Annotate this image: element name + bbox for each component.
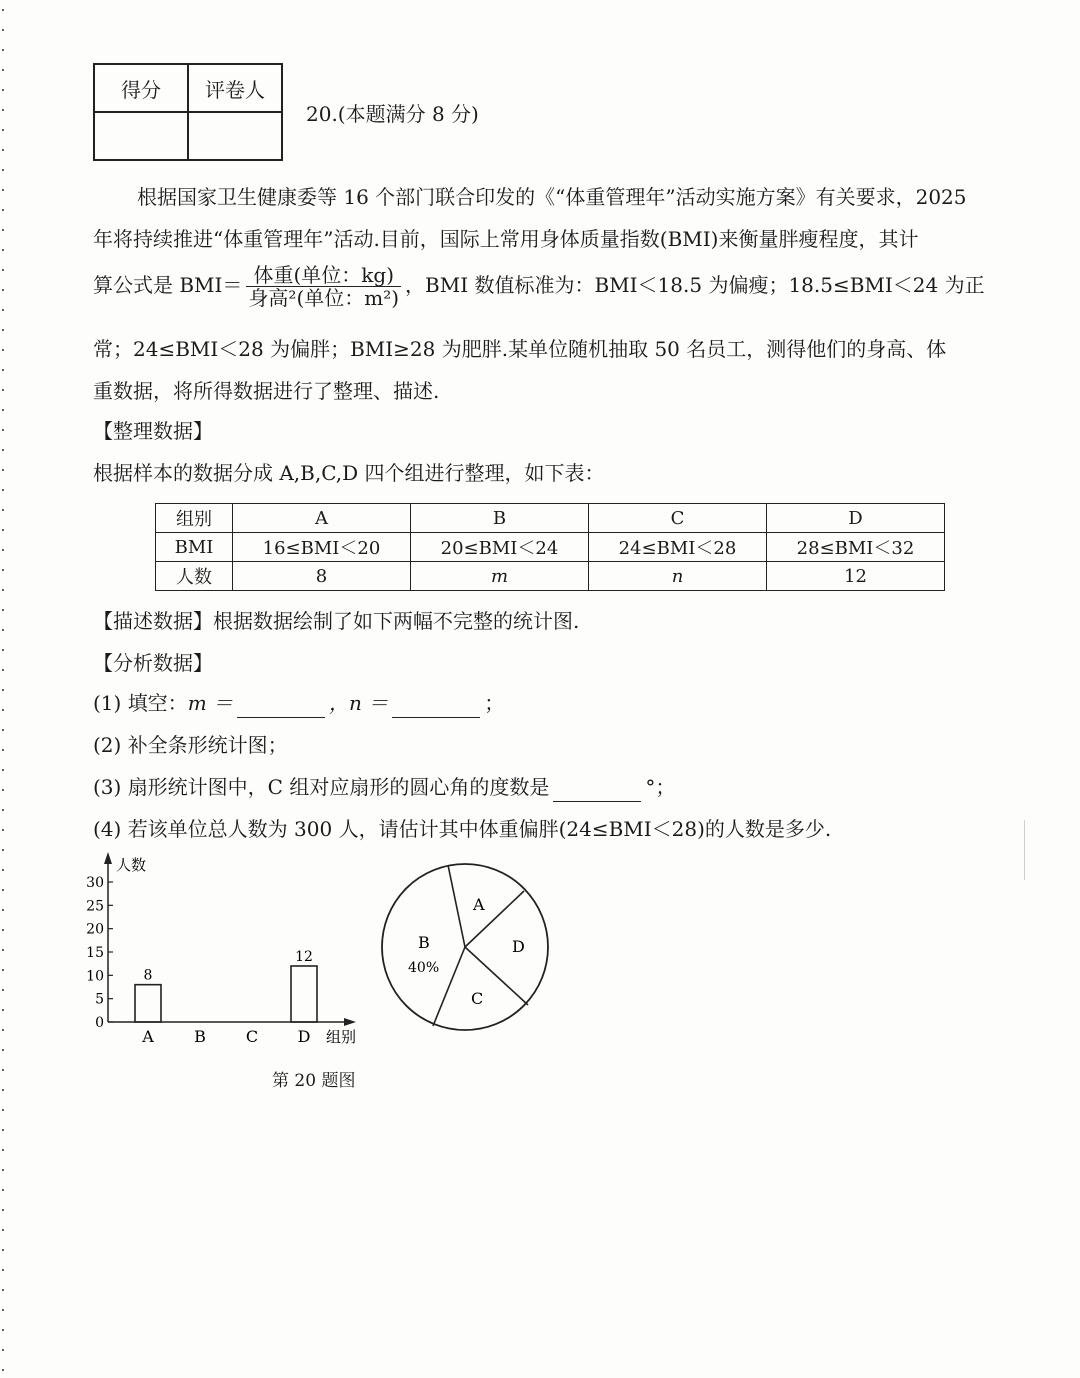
bar: [291, 966, 317, 1022]
row-label: BMI: [156, 533, 233, 562]
q3-suffix: °；: [645, 775, 676, 799]
score-box: [93, 63, 283, 161]
organize-desc: 根据样本的数据分成 A,B,C,D 四个组进行整理，如下表：: [93, 461, 605, 485]
x-ticks: [141, 1027, 310, 1046]
y-axis-arrow: [104, 852, 112, 864]
pie-label-d: D: [512, 937, 525, 956]
binding-edge-dots: [0, 0, 6, 1378]
intro-line-5: 重数据，将所得数据进行了整理、描述.: [93, 379, 440, 403]
table-cell: 28≤BMI＜32: [767, 533, 945, 562]
formula-line: [93, 264, 1013, 309]
bars: [135, 949, 317, 1022]
bar-data-label: 12: [295, 949, 313, 965]
q3-line: [93, 772, 1013, 802]
table-cell: A: [233, 504, 411, 533]
q2-line: (2) 补全条形统计图；: [93, 733, 288, 757]
q1-end: ；: [484, 691, 505, 715]
pie-label-c: C: [471, 989, 484, 1008]
table-row: [156, 533, 945, 562]
q3-prefix: (3) 扇形统计图中，C 组对应扇形的圆心角的度数是: [93, 775, 550, 799]
describe-line: [93, 606, 1013, 636]
bar-axes: [104, 852, 356, 1046]
score-header: 得分: [94, 64, 188, 112]
pie-label-b: B: [418, 933, 430, 952]
y-axis-label: 人数: [116, 856, 147, 874]
bar-data-label: 8: [143, 967, 153, 984]
describe-desc: 根据数据绘制了如下两幅不完整的统计图.: [213, 609, 580, 633]
formula-suffix: ，BMI 数值标准为：BMI＜18.5 为偏瘦；18.5≤BMI＜24 为正: [405, 273, 985, 297]
intro-line-4: 常；24≤BMI＜28 为偏胖；BMI≥28 为肥胖.某单位随机抽取 50 名员工，测得他们的身高、体: [93, 337, 947, 361]
m-answer-blank[interactable]: [237, 695, 325, 718]
table-cell: 16≤BMI＜20: [233, 533, 411, 562]
pie-divider: [448, 865, 465, 947]
y-tick-label: 5: [95, 991, 104, 1008]
question-heading: 20.(本题满分 8 分): [306, 102, 479, 126]
table-cell: 8: [233, 562, 411, 591]
grader-header: 评卷人: [188, 64, 282, 112]
fraction-denominator: 身高²(单位：m²): [248, 286, 400, 310]
y-tick-label: 15: [86, 945, 104, 961]
y-tick-label: 0: [95, 1015, 104, 1031]
y-tick-label: 30: [86, 875, 104, 891]
table-cell: D: [767, 504, 945, 533]
margin-mark: [1024, 820, 1025, 880]
organize-title: 【整理数据】: [93, 419, 213, 443]
pie-chart: [378, 860, 558, 1040]
y-tick-label: 25: [86, 898, 104, 915]
pie-percent-b: 40%: [408, 960, 440, 976]
row-label: 组别: [156, 504, 233, 533]
q1-line: [93, 688, 1013, 718]
q1-m-label: m ＝: [187, 691, 234, 715]
q1-prefix: (1) 填空：: [93, 691, 188, 715]
x-tick-label: C: [245, 1027, 259, 1046]
bar-chart: [80, 850, 370, 1055]
describe-title: 【描述数据】: [93, 609, 213, 633]
table-row: [156, 504, 945, 533]
table-cell: m: [411, 562, 589, 591]
row-label: 人数: [156, 562, 233, 591]
figure-caption: 第 20 题图: [272, 1071, 356, 1091]
y-tick-label: 20: [86, 921, 104, 938]
data-table: [155, 503, 945, 591]
bmi-fraction: [246, 264, 401, 309]
table-cell: 24≤BMI＜28: [589, 533, 767, 562]
pie-label-a: A: [473, 895, 485, 914]
score-cell[interactable]: [94, 112, 188, 160]
q1-n-label: ，n ＝: [329, 691, 389, 715]
analyze-title: 【分析数据】: [93, 651, 213, 675]
bar: [135, 985, 161, 1022]
x-tick-label: B: [194, 1027, 206, 1046]
intro-line-2: 年将持续推进“体重管理年”活动.目前，国际上常用身体质量指数(BMI)来衡量胖瘦程度，其计: [93, 227, 919, 251]
x-tick-label: D: [297, 1027, 311, 1046]
fraction-numerator: 体重(单位：kg): [246, 264, 401, 287]
table-row: [156, 562, 945, 591]
q4-line: (4) 若该单位总人数为 300 人，请估计其中体重偏胖(24≤BMI＜28)的人数是多少.: [93, 817, 832, 841]
intro-line-1: 根据国家卫生健康委等 16 个部门联合印发的《“体重管理年”活动实施方案》有关要求，2025: [137, 185, 967, 209]
table-cell: 20≤BMI＜24: [411, 533, 589, 562]
formula-prefix: 算公式是 BMI＝: [93, 273, 243, 297]
pie-divider: [433, 947, 465, 1026]
y-ticks: [86, 875, 113, 1031]
grader-cell[interactable]: [188, 112, 282, 160]
table-cell: C: [589, 504, 767, 533]
n-answer-blank[interactable]: [392, 695, 480, 718]
x-tick-label: A: [142, 1027, 154, 1046]
x-axis-label: 组别: [326, 1028, 357, 1046]
x-axis-arrow: [344, 1018, 356, 1026]
angle-answer-blank[interactable]: [553, 779, 641, 802]
table-cell: 12: [767, 562, 945, 591]
y-tick-label: 10: [86, 968, 104, 985]
table-cell: B: [411, 504, 589, 533]
table-cell: n: [589, 562, 767, 591]
